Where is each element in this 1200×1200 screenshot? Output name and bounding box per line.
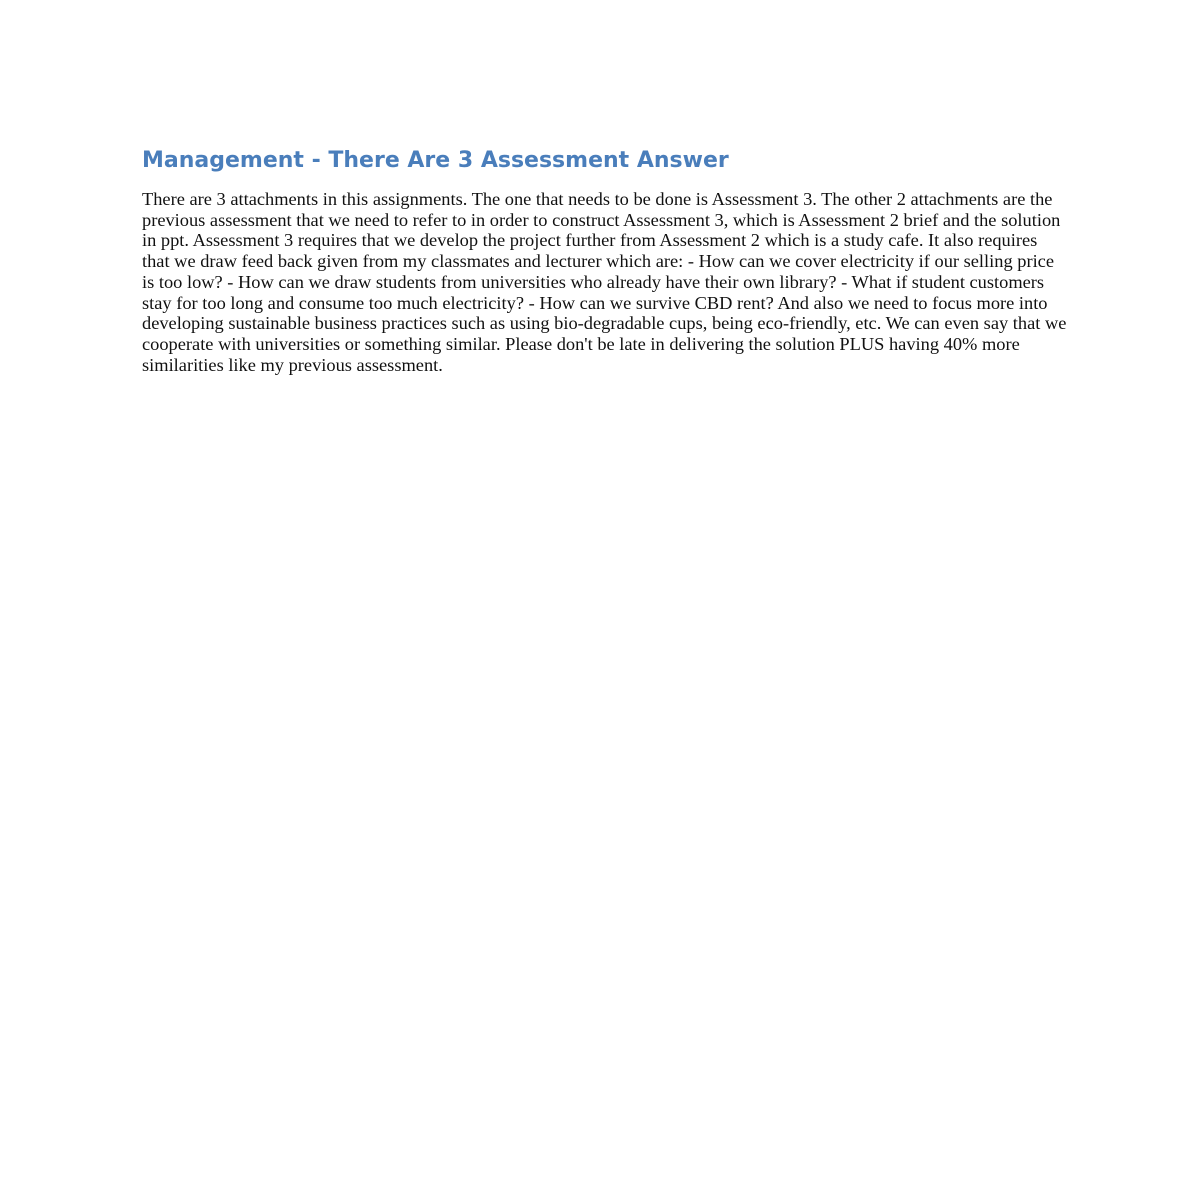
document-body: There are 3 attachments in this assignments. The one that needs to be done is Assessment 3. The other 2 attachments are the previous assessment that we need to refer to in order to construct Assessment 3, which is Assessment 2 brief and the solution in ppt. Assessment 3 requires that we develop the project further from Assessment 2 which is a study cafe. It also requires that we draw feed back given from my classmates and lecturer which are: - How can we cover electricity if our selling price is too low? - How can we draw students from universities who already have their own library? - What if student customers stay for too long and consume too much electricity? - How can we survive CBD rent? And also we need to focus more into developing sustainable business practices such as using bio-degradable cups, being eco-friendly, etc. We can even say that we cooperate with universities or something similar. Please don't be late in delivering the solution PLUS having 40% more similarities like my previous assessment. xyxy=(142,189,1067,375)
document-content xyxy=(142,146,1067,375)
document-title: Management - There Are 3 Assessment Answer xyxy=(142,148,729,173)
